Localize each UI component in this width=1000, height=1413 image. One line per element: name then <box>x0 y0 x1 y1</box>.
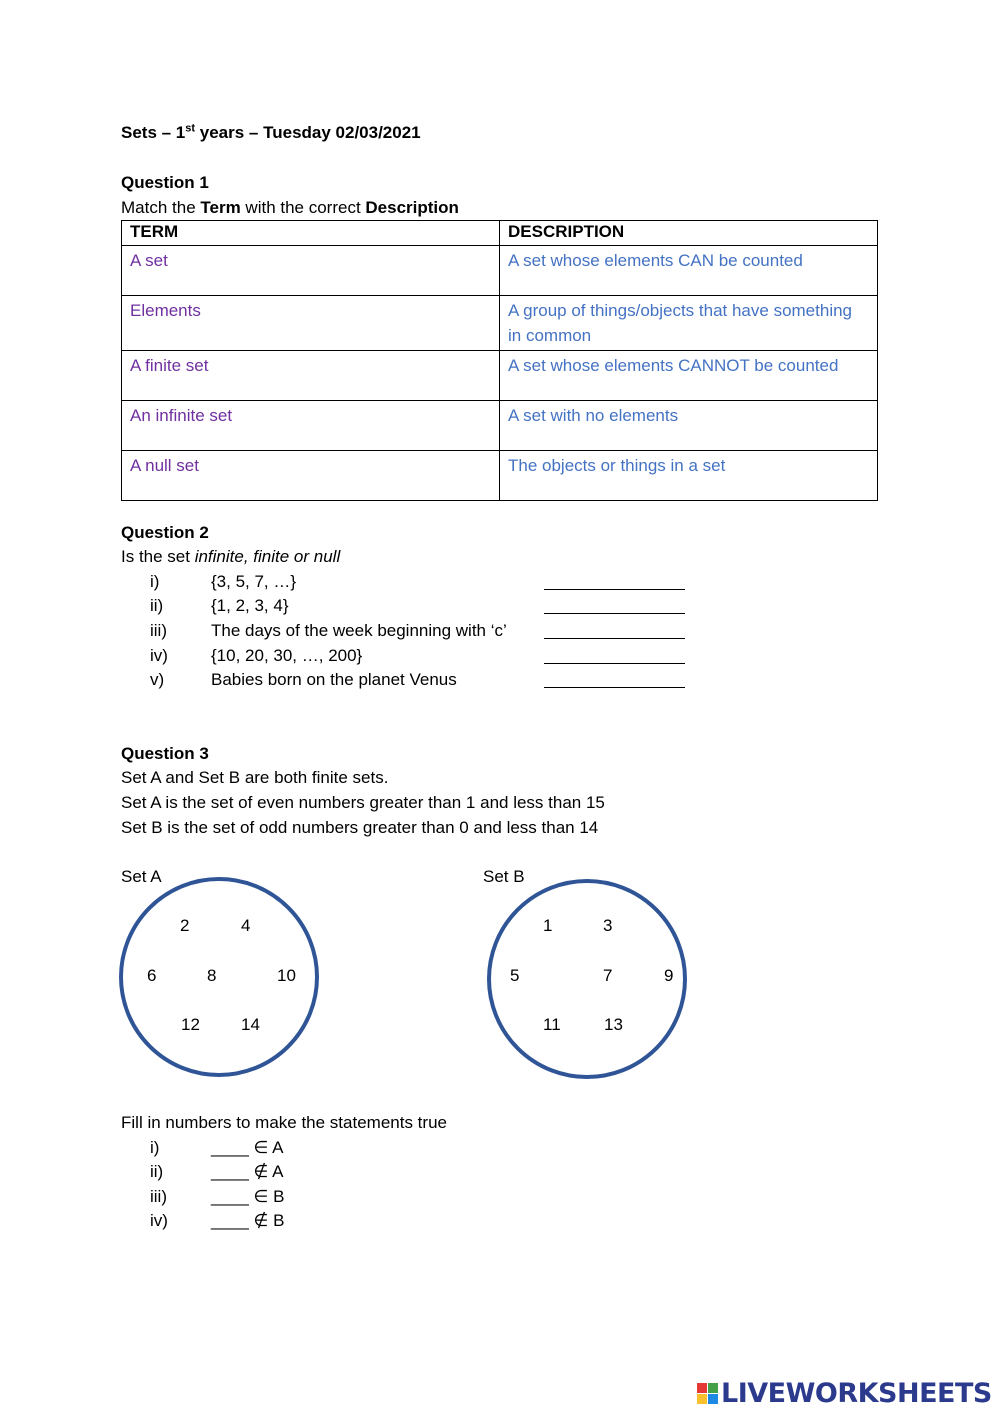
set-a-label: Set A <box>121 867 162 886</box>
q1-instruction-part: with the correct <box>240 198 366 217</box>
term-cell[interactable]: Elements <box>122 296 500 351</box>
question-2-instruction <box>121 547 340 567</box>
answer-blank[interactable] <box>544 670 685 688</box>
answer-blank[interactable] <box>544 572 685 590</box>
answer-blank[interactable] <box>544 646 685 664</box>
item-number: iv) <box>150 1211 168 1230</box>
q2-instruction-part: Is the set <box>121 547 195 566</box>
matching-table <box>121 220 878 501</box>
question-2-heading: Question 2 <box>121 523 209 542</box>
description-cell[interactable]: A set whose elements CANNOT be counted <box>500 351 878 401</box>
set-b-element: 11 <box>543 1015 561 1034</box>
term-header: TERM <box>122 221 500 246</box>
item-number: ii) <box>150 596 164 615</box>
logo-mark-icon <box>697 1383 718 1404</box>
title-suffix: years – Tuesday 02/03/2021 <box>195 123 421 142</box>
set-b-element: 3 <box>603 916 613 935</box>
table-row <box>122 451 878 501</box>
title-superscript: st <box>185 122 196 135</box>
q3-line: Set B is the set of odd numbers greater than 0 and less than 14 <box>121 818 599 837</box>
set-b-element: 13 <box>604 1015 623 1034</box>
item-number: iv) <box>150 646 168 665</box>
item-text: Babies born on the planet Venus <box>211 670 457 689</box>
q1-instruction-term: Term <box>200 198 241 217</box>
item-text: {3, 5, 7, …} <box>211 572 297 591</box>
question-1-instruction <box>121 198 459 218</box>
page-title <box>121 123 421 143</box>
liveworksheets-logo <box>697 1378 992 1408</box>
set-b-label: Set B <box>483 867 525 886</box>
item-text: {10, 20, 30, …, 200} <box>211 646 363 665</box>
answer-blank[interactable] <box>544 596 685 614</box>
term-cell[interactable]: A finite set <box>122 351 500 401</box>
item-number: i) <box>150 1138 160 1157</box>
item-number: i) <box>150 572 160 591</box>
q3-line: Set A and Set B are both finite sets. <box>121 768 389 787</box>
set-b-element: 9 <box>664 966 674 985</box>
q2-instruction-options: infinite, finite or null <box>194 547 341 566</box>
table-row <box>122 401 878 451</box>
description-cell[interactable]: A set whose elements CAN be counted <box>500 246 878 296</box>
set-a-element: 14 <box>241 1015 260 1034</box>
question-1-heading: Question 1 <box>121 173 209 192</box>
set-a-element: 4 <box>241 916 251 935</box>
statement-text[interactable]: ____ ∉ A <box>211 1162 284 1181</box>
statement-text[interactable]: ____ ∈ A <box>211 1138 284 1157</box>
item-number: iii) <box>150 621 167 640</box>
table-row <box>122 296 878 351</box>
term-cell[interactable]: An infinite set <box>122 401 500 451</box>
term-cell[interactable]: A set <box>122 246 500 296</box>
q1-instruction-part: Match the <box>121 198 201 217</box>
set-a-element: 2 <box>180 916 190 935</box>
set-a-element: 10 <box>277 966 296 985</box>
set-a-element: 12 <box>181 1015 200 1034</box>
set-a-element: 6 <box>147 966 157 985</box>
table-header-row <box>122 221 878 246</box>
table-row <box>122 246 878 296</box>
description-header: DESCRIPTION <box>500 221 878 246</box>
statement-text[interactable]: ____ ∉ B <box>211 1211 285 1230</box>
q1-instruction-description: Description <box>365 198 459 217</box>
q3-line: Set A is the set of even numbers greater than 1 and less than 15 <box>121 793 605 812</box>
set-a-element: 8 <box>207 966 217 985</box>
set-b-element: 7 <box>603 966 613 985</box>
item-text: {1, 2, 3, 4} <box>211 596 289 615</box>
title-prefix: Sets – 1 <box>121 123 186 142</box>
item-number: ii) <box>150 1162 164 1181</box>
table-row <box>122 351 878 401</box>
answer-blank[interactable] <box>544 621 685 639</box>
item-number: v) <box>150 670 165 689</box>
item-text: The days of the week beginning with ‘c’ <box>211 621 507 640</box>
item-number: iii) <box>150 1187 167 1206</box>
set-b-element: 1 <box>543 916 553 935</box>
description-cell[interactable]: The objects or things in a set <box>500 451 878 501</box>
term-cell[interactable]: A null set <box>122 451 500 501</box>
statement-text[interactable]: ____ ∈ B <box>211 1187 285 1206</box>
description-cell[interactable]: A set with no elements <box>500 401 878 451</box>
question-3-heading: Question 3 <box>121 744 209 763</box>
fill-instruction: Fill in numbers to make the statements true <box>121 1113 447 1132</box>
description-cell[interactable]: A group of things/objects that have something in common <box>500 296 878 351</box>
set-b-element: 5 <box>510 966 520 985</box>
logo-text: LIVEWORKSHEETS <box>721 1377 992 1409</box>
